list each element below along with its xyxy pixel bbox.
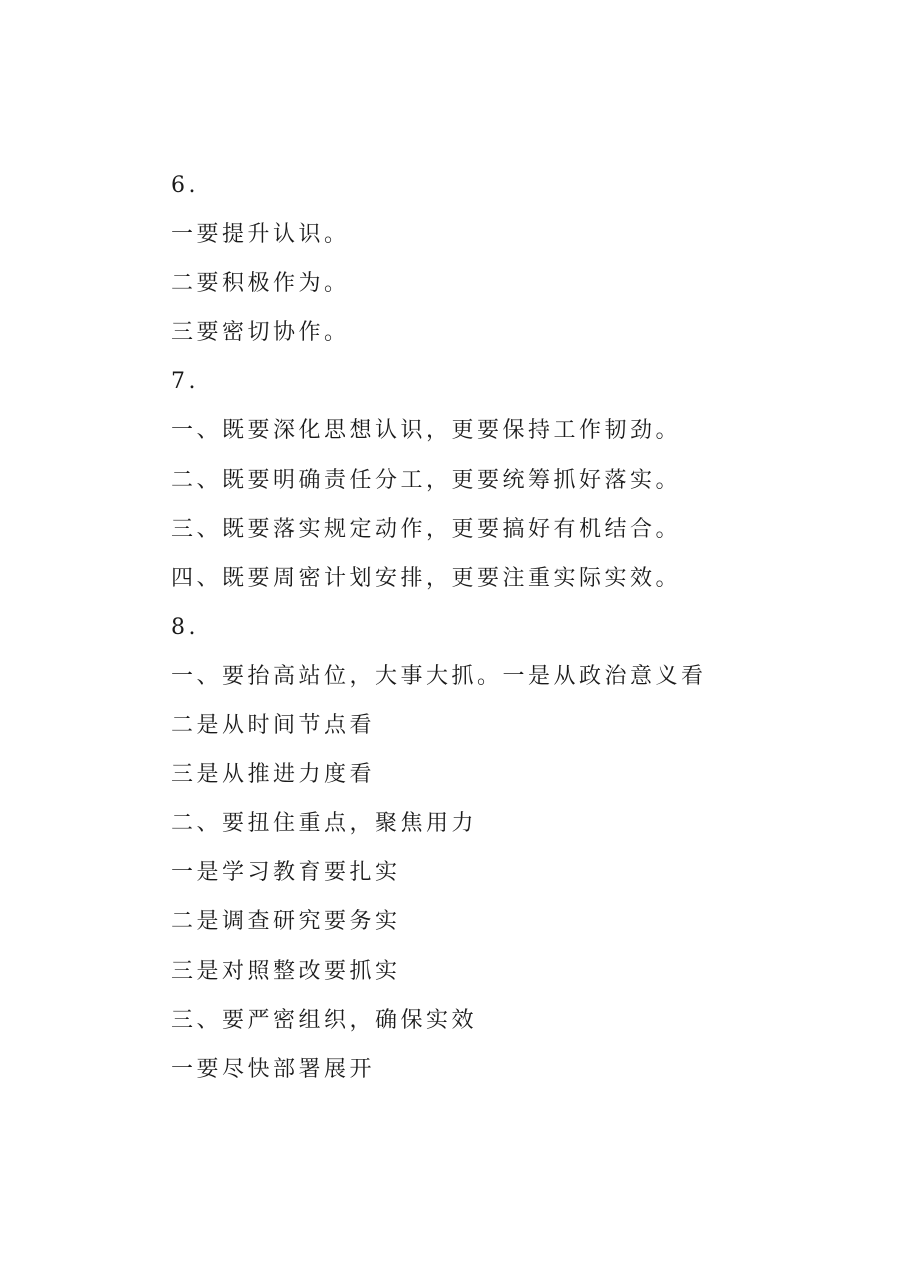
text-line: 一要提升认识。: [171, 222, 350, 248]
text-line: 三是对照整改要抓实: [171, 958, 401, 984]
text-line: 一、要抬高站位，大事大抓。一是从政治意义看: [171, 663, 707, 689]
text-line: 二、既要明确责任分工，更要统筹抓好落实。: [171, 467, 682, 493]
section-number: 7.: [171, 369, 199, 395]
section-number: 6.: [171, 173, 199, 198]
text-line: 一、既要深化思想认识，更要保持工作韧劲。: [171, 418, 682, 444]
text-line: 二是从时间节点看: [171, 713, 376, 739]
text-line: 一是学习教育要扎实: [171, 860, 401, 886]
section-number: 8.: [171, 614, 199, 640]
text-line: 二要积极作为。: [171, 271, 350, 297]
text-line: 一要尽快部署展开: [171, 1056, 376, 1082]
text-line: 二是调查研究要务实: [171, 909, 401, 935]
text-line: 三、要严密组织，确保实效: [171, 1007, 478, 1033]
text-line: 三要密切协作。: [171, 320, 350, 346]
text-line: 三、既要落实规定动作，更要搞好有机结合。: [171, 516, 682, 542]
text-line: 二、要扭住重点，聚焦用力: [171, 811, 478, 837]
text-line: 三是从推进力度看: [171, 762, 376, 788]
text-line: 四、既要周密计划安排，更要注重实际实效。: [171, 565, 682, 591]
document-body: [171, 161, 811, 1094]
